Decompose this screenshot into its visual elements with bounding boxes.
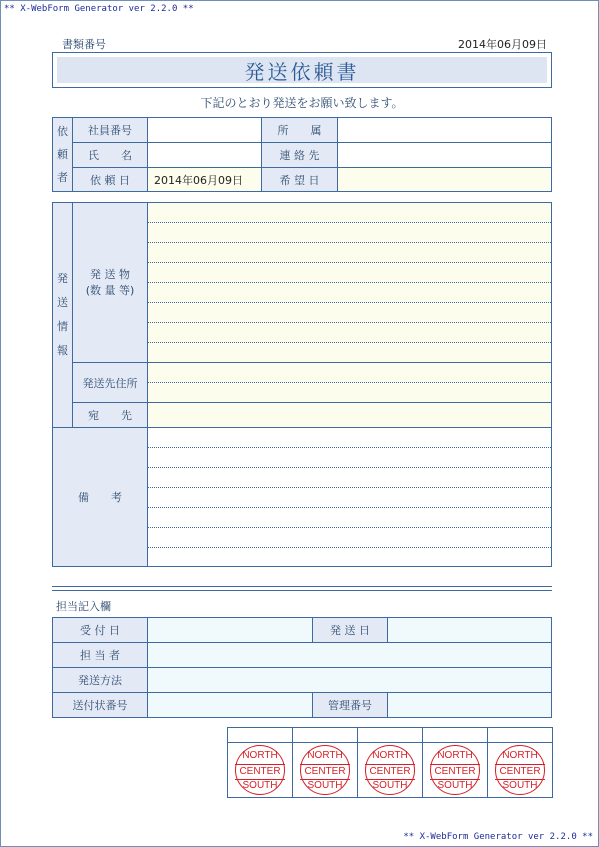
- employee-no-field[interactable]: [147, 117, 262, 143]
- stamp-header-3: [357, 727, 423, 743]
- stamp-text-1: NORTH: [437, 750, 473, 761]
- dept-label: 所 属: [261, 117, 338, 143]
- request-date-label: 依 頼 日: [72, 167, 148, 192]
- contact-field[interactable]: [337, 142, 552, 168]
- generator-label-bottom: ** X-WebForm Generator ver 2.2.0 **: [403, 832, 593, 842]
- approval-stamp: [300, 745, 350, 795]
- stamp-text-2: CENTER: [235, 764, 285, 780]
- stamp-slot-3[interactable]: [357, 742, 423, 798]
- dept-field[interactable]: [337, 117, 552, 143]
- title-box: [52, 52, 552, 88]
- remarks-field[interactable]: [147, 427, 552, 567]
- address-field[interactable]: [147, 362, 552, 403]
- control-no-field[interactable]: [387, 692, 552, 718]
- remarks-label: 備 考: [52, 427, 148, 567]
- recipient-field[interactable]: [147, 402, 552, 428]
- staff-section-title: 担当記入欄: [56, 600, 111, 613]
- method-field[interactable]: [147, 667, 552, 693]
- stamp-text-3: SOUTH: [502, 780, 538, 791]
- person-field[interactable]: [147, 642, 552, 668]
- approval-stamp: [365, 745, 415, 795]
- subtitle: 下記のとおり発送をお願い致します。: [200, 96, 404, 110]
- stamp-text-1: NORTH: [502, 750, 538, 761]
- desired-date-label: 希 望 日: [261, 167, 338, 192]
- approval-stamp: [430, 745, 480, 795]
- received-date-label: 受 付 日: [52, 617, 148, 643]
- stamp-slot-1[interactable]: [227, 742, 293, 798]
- ship-date-field[interactable]: [387, 617, 552, 643]
- page-title: 発送依頼書: [244, 59, 360, 84]
- stamp-text-2: CENTER: [430, 764, 480, 780]
- doc-number-label: 書類番号: [62, 38, 106, 51]
- slip-no-label: 送付状番号: [52, 692, 148, 718]
- control-no-label: 管理番号: [312, 692, 388, 718]
- contact-label: 連 絡 先: [261, 142, 338, 168]
- shipping-group-label: 発 送 情 報: [52, 202, 73, 428]
- stamp-text-2: CENTER: [495, 764, 545, 780]
- recipient-label: 宛 先: [72, 402, 148, 428]
- name-field[interactable]: [147, 142, 262, 168]
- stamp-header-4: [422, 727, 488, 743]
- stamp-text-3: SOUTH: [372, 780, 408, 791]
- person-label: 担 当 者: [52, 642, 148, 668]
- ship-date-label: 発 送 日: [312, 617, 388, 643]
- method-label: 発送方法: [52, 667, 148, 693]
- stamp-text-3: SOUTH: [307, 780, 343, 791]
- stamp-text-3: SOUTH: [437, 780, 473, 791]
- stamp-text-3: SOUTH: [242, 780, 278, 791]
- approval-stamp: [235, 745, 285, 795]
- section-divider: [52, 586, 552, 591]
- items-label: 発 送 物 (数 量 等): [72, 202, 148, 363]
- request-date-field[interactable]: 2014年06月09日: [147, 167, 262, 192]
- generator-label-top: ** X-WebForm Generator ver 2.2.0 **: [4, 4, 194, 14]
- stamp-header-2: [292, 727, 358, 743]
- stamp-slot-5[interactable]: [487, 742, 553, 798]
- stamp-header-1: [227, 727, 293, 743]
- stamp-text-2: CENTER: [365, 764, 415, 780]
- name-label: 氏 名: [72, 142, 148, 168]
- stamp-header-5: [487, 727, 553, 743]
- stamp-slot-2[interactable]: [292, 742, 358, 798]
- desired-date-field[interactable]: [337, 167, 552, 192]
- received-date-field[interactable]: [147, 617, 313, 643]
- items-field[interactable]: [147, 202, 552, 363]
- address-label: 発送先住所: [72, 362, 148, 403]
- approval-stamp: [495, 745, 545, 795]
- header-date: 2014年06月09日: [458, 38, 547, 51]
- requester-group-label: 依 頼 者: [52, 117, 73, 192]
- stamp-slot-4[interactable]: [422, 742, 488, 798]
- stamp-text-1: NORTH: [242, 750, 278, 761]
- employee-no-label: 社員番号: [72, 117, 148, 143]
- stamp-text-1: NORTH: [307, 750, 343, 761]
- slip-no-field[interactable]: [147, 692, 313, 718]
- stamp-text-1: NORTH: [372, 750, 408, 761]
- stamp-text-2: CENTER: [300, 764, 350, 780]
